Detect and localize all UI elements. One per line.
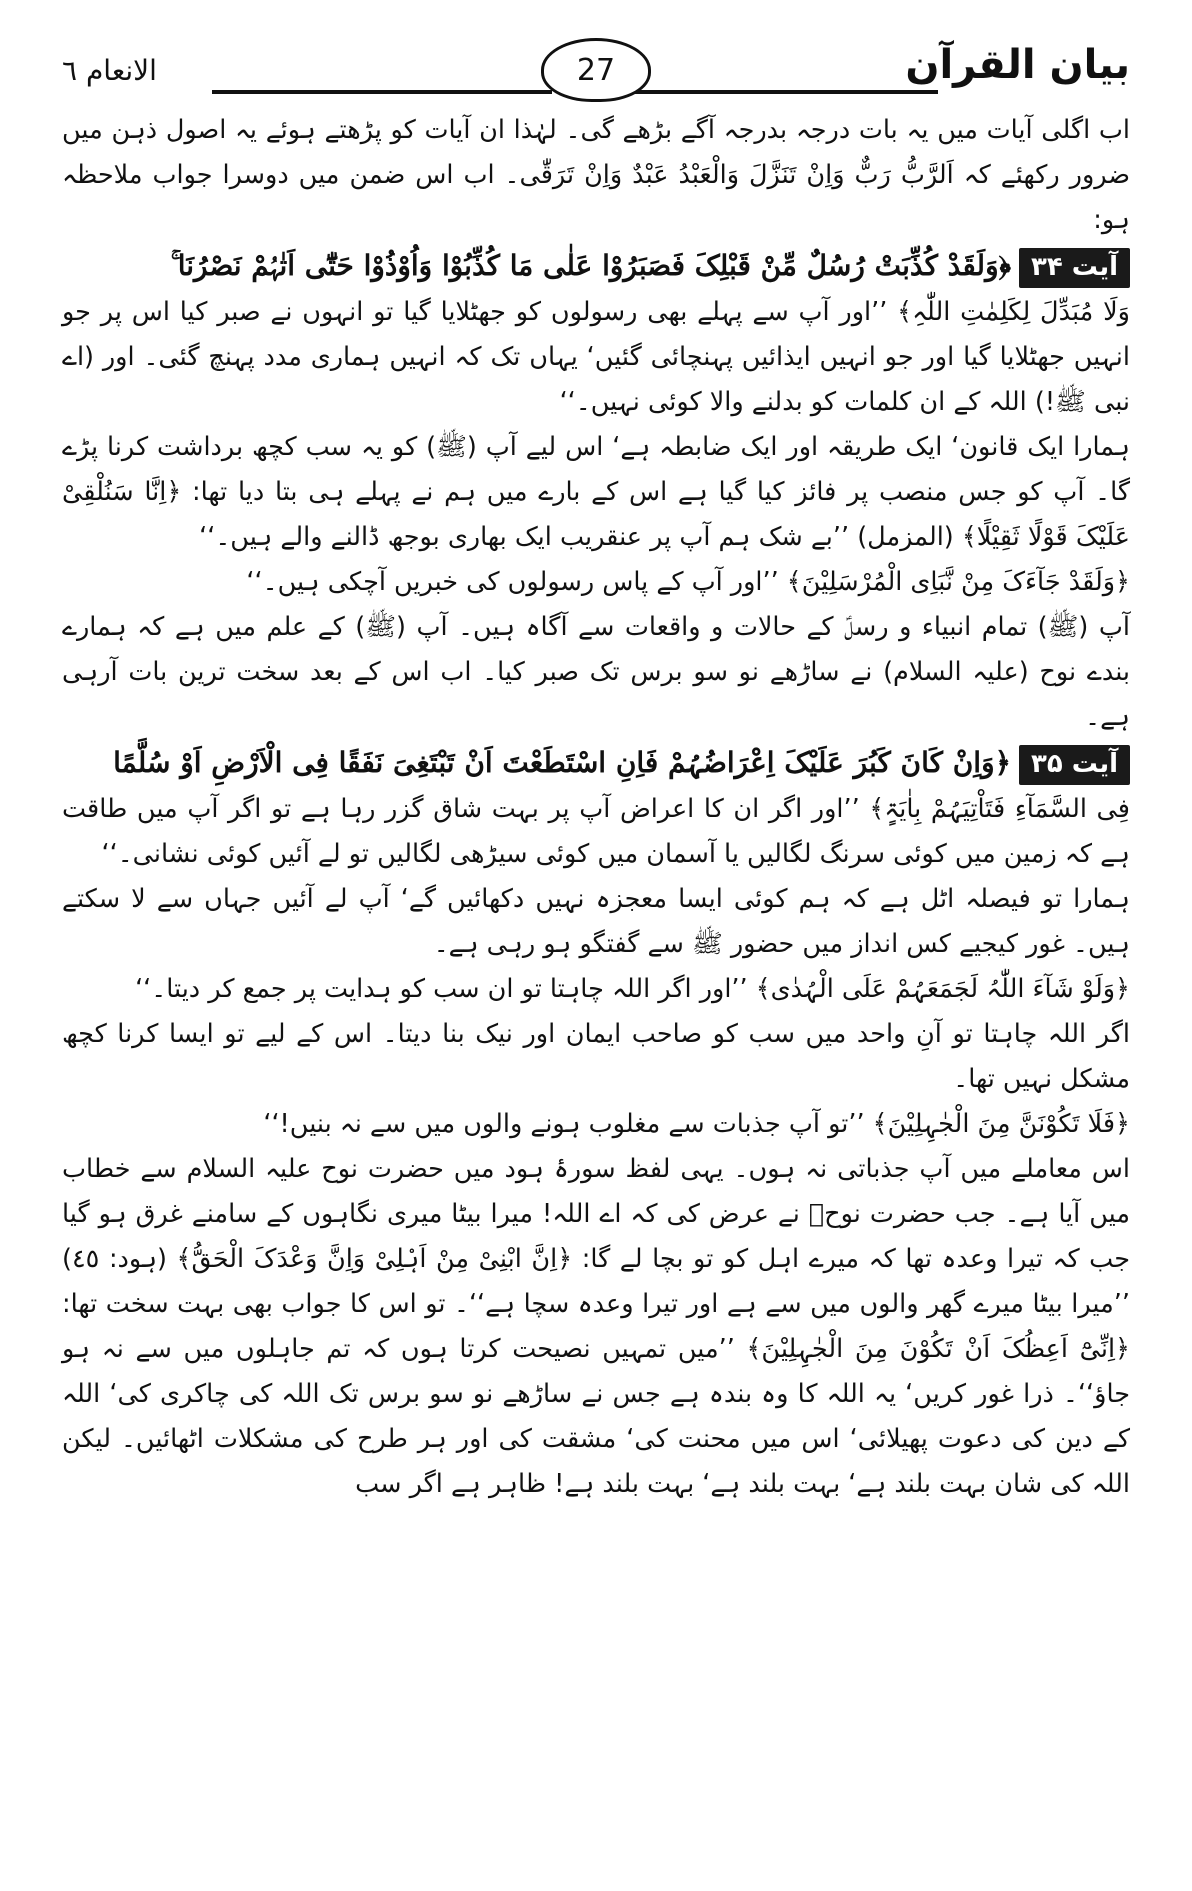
page-number: 27 [576, 52, 616, 88]
ayah-34-translation: وَلَا مُبَدِّلَ لِکَلِمٰتِ اللّٰہِ﴾ ’’اور آپ سے پہلے بھی رسولوں کو جھٹلایا گیا تو انہوں نے صبر کیا اس پر جو انہیں جھٹلایا گیا اور جو انہیں ایذائیں پہنچائی گئیں‘ یہاں تک کہ انہیں ہماری مدد پہنچ گئی۔ اور (اے نبی ﷺ!) اللہ کے ان کلمات کو بدلنے والا کوئی نہیں۔‘‘ [62, 297, 1130, 417]
paragraph-news-of-messengers: ﴿وَلَقَدْ جَآءَکَ مِنْ نَّبَاِی الْمُرْسَلِیْنَ﴾ ’’اور آپ کے پاس رسولوں کی خبریں آچکی ہیں۔‘‘ [246, 567, 1130, 597]
ayah-35 [62, 740, 1130, 787]
paragraph-decision: ہمارا تو فیصلہ اٹل ہے کہ ہم کوئی ایسا معجزہ نہیں دکھائیں گے‘ آپ لے آئیں جہاں سے لا سکتے ہیں۔ غور کیجیے کس انداز میں حضور ﷺ سے گفتگو ہو رہی ہے۔ [62, 884, 1130, 959]
ayah-34-badge: آیت ۳۴ [1019, 248, 1130, 288]
ayah-34-text: ﴿وَلَقَدْ کُذِّبَتْ رُسُلٌ مِّنْ قَبْلِکَ فَصَبَرُوْا عَلٰی مَا کُذِّبُوْا وَاُوْذُوْا حَتّٰٓی اَتٰہُمْ نَصْرُنَا ۚ [170, 249, 1011, 282]
header-rule-right [618, 90, 938, 94]
ayah-35-text: ﴿وَاِنْ کَانَ کَبُرَ عَلَیْکَ اِعْرَاضُہُمْ فَاِنِ اسْتَطَعْتَ اَنْ تَبْتَغِیَ نَفَقًا فِی الْاَرْضِ اَوْ سُلَّمًا [113, 746, 1011, 779]
surah-name: الانعام ٦ [62, 54, 157, 87]
ayah-35-translation: فِی السَّمَآءِ فَتَاْتِیَہُمْ بِاٰیَۃٍ﴾ ’’اور اگر ان کا اعراض آپ پر بہت شاق گزر رہا ہے تو اگر آپ میں طاقت ہے کہ زمین میں کوئی سرنگ لگالیں یا آسمان میں کوئی سیڑھی لگالیں تو لے آئیں کوئی نشانی۔‘‘ [62, 794, 1130, 869]
paragraph-law: ہمارا ایک قانون‘ ایک طریقہ اور ایک ضابطہ ہے‘ اس لیے آپ (ﷺ) کو یہ سب کچھ برداشت کرنا پڑے گا۔ آپ کو جس منصب پر فائز کیا گیا ہے اس کے بارے میں ہم نے پہلے ہی بتا دیا تھا: ﴿اِنَّا سَنُلْقِیْ عَلَیْکَ قَوْلًا ثَقِیْلًا﴾ (المزمل) ’’بے شک ہم آپ پر عنقریب ایک بھاری بوجھ ڈالنے والے ہیں۔‘‘ [62, 432, 1130, 552]
paragraph-intro: اب اگلی آیات میں یہ بات درجہ بدرجہ آگے بڑھے گی۔ لہٰذا ان آیات کو پڑھتے ہوئے یہ اصول ذہن میں ضرور رکھئے کہ اَلرَّبُّ رَبٌّ وَاِنْ تَنَزَّلَ وَالْعَبْدُ عَبْدٌ وَاِنْ تَرَقّٰی۔ اب اس ضمن میں دوسرا جواب ملاحظہ ہو: [62, 115, 1130, 235]
ayah-35-badge: آیت ۳۵ [1019, 745, 1130, 785]
paragraph-nuh: آپ (ﷺ) تمام انبیاء و رسلؑ کے حالات و واقعات سے آگاہ ہیں۔ آپ (ﷺ) کے علم میں ہے کہ ہمارے بندے نوح (علیہ السلام) نے ساڑھے نو سو برس تک صبر کیا۔ اب اس کے بعد سخت ترین بات آرہی ہے۔ [62, 612, 1130, 732]
page-body [62, 108, 1130, 1507]
running-header [62, 38, 1130, 108]
header-rule-left [212, 90, 552, 94]
page-number-oval [541, 38, 651, 102]
paragraph-one-instant: اگر اللہ چاہتا تو آنِ واحد میں سب کو صاحب ایمان اور نیک بنا دیتا۔ اس کے لیے تو ایسا کرنا کچھ مشکل نہیں تھا۔ [62, 1019, 1130, 1094]
paragraph-guidance: ﴿وَلَوْ شَآءَ اللّٰہُ لَجَمَعَہُمْ عَلَی الْہُدٰی﴾ ’’اور اگر اللہ چاہتا تو ان سب کو ہدایت پر جمع کر دیتا۔‘‘ [135, 974, 1130, 1004]
paragraph-ignorant: ﴿فَلَا تَکُوْنَنَّ مِنَ الْجٰہِلِیْنَ﴾ ’’تو آپ جذبات سے مغلوب ہونے والوں میں سے نہ بنیں!‘‘ [263, 1109, 1130, 1139]
ayah-34 [62, 243, 1130, 290]
paragraph-hud: اس معاملے میں آپ جذباتی نہ ہوں۔ یہی لفظ سورۂ ہود میں حضرت نوح علیہ السلام سے خطاب میں آیا ہے۔ جب حضرت نوحؑ نے عرض کی کہ اے اللہ! میرا بیٹا میری نگاہوں کے سامنے غرق ہو گیا جب کہ تیرا وعدہ تھا کہ میرے اہل کو تو بچا لے گا: ﴿اِنَّ ابْنِیْ مِنْ اَہْلِیْ وَاِنَّ وَعْدَکَ الْحَقُّ﴾ (ہود: ٤٥) ’’میرا بیٹا میرے گھر والوں میں سے ہے اور تیرا وعدہ سچا ہے‘‘۔ تو اس کا جواب بھی بہت سخت تھا: ﴿اِنِّیْٓ اَعِظُکَ اَنْ تَکُوْنَ مِنَ الْجٰہِلِیْنَ﴾ ’’میں تمہیں نصیحت کرتا ہوں کہ تم جاہلوں میں سے نہ ہو جاؤ‘‘۔ ذرا غور کریں‘ یہ اللہ کا وہ بندہ ہے جس نے ساڑھے نو سو برس تک اللہ کی چاکری کی‘ اللہ کے دین کی دعوت پھیلائی‘ اس میں محنت کی‘ مشقت کی اور ہر طرح کی مشکلات اٹھائیں۔ لیکن اللہ کی شان بہت بلند ہے‘ بہت بلند ہے‘ بہت بلند ہے! ظاہر ہے اگر سب [62, 1154, 1130, 1499]
book-title: بیان القرآن [905, 42, 1130, 88]
